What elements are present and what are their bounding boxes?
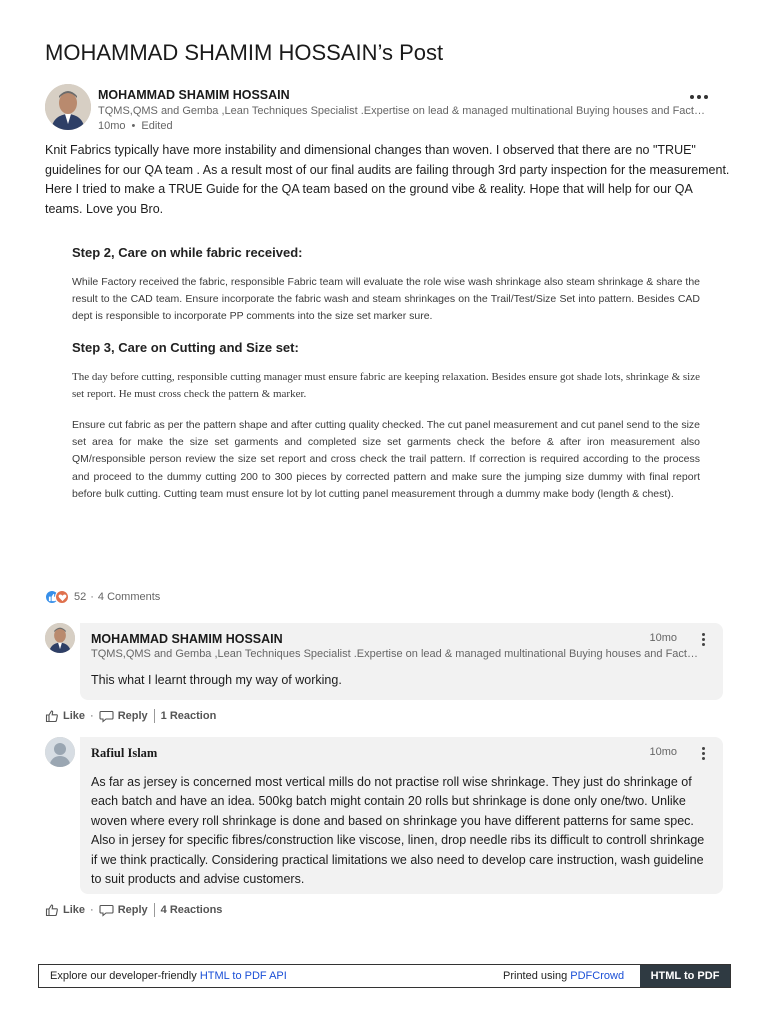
separator-dot: · [90, 591, 94, 603]
reply-button[interactable] [99, 710, 148, 723]
separator-dot: · [90, 710, 94, 722]
post-author-name[interactable]: MOHAMMAD SHAMIM HOSSAIN [98, 88, 290, 102]
post-author-headline: TQMS,QMS and Gemba ,Lean Techniques Specialist .Expertise on lead & managed multinational Buying houses and Fact… [98, 105, 705, 117]
more-options-icon[interactable] [702, 747, 706, 761]
footer-printed-text: Printed using [503, 970, 568, 982]
avatar[interactable] [45, 623, 75, 653]
post-edited: Edited [141, 120, 173, 132]
footer-printed [503, 970, 624, 982]
footer-explore-text: Explore our developer-friendly [50, 970, 197, 982]
separator-dot: · [90, 904, 94, 916]
more-options-icon[interactable] [690, 92, 712, 102]
reply-icon [99, 904, 114, 917]
image-step2-text: While Factory received the fabric, responsible Fabric team will evaluate the role wise wash shrinkage also steam shrinkage & share the result to the CAD team. Ensure incorporate the fabric wash and steam shrinkages on the Trail/Test/Size Set into pattern. Besides CAD dept is responsible to incorporate PP comments into the size set marker sure. [72, 276, 700, 323]
divider [154, 709, 155, 723]
reactions-count[interactable]: 52 [74, 591, 87, 603]
footer-explore [50, 970, 287, 982]
page-title: MOHAMMAD SHAMIM HOSSAIN’s Post [45, 40, 444, 65]
image-step3-text1: The day before cutting, responsible cutting manager must ensure fabric are keeping relaxation. Besides ensure got shade lots, shrinkage & size set report. He must cross check the pattern & marker. [72, 370, 700, 400]
comment-reactions-count[interactable]: 1 Reaction [160, 710, 217, 722]
post-time: 10mo [98, 120, 126, 132]
divider [154, 903, 155, 917]
comment-author-name[interactable]: MOHAMMAD SHAMIM HOSSAIN [91, 632, 283, 646]
html-to-pdf-api-link[interactable]: HTML to PDF API [199, 970, 287, 982]
pdfcrowd-link[interactable]: PDFCrowd [570, 970, 625, 982]
like-label: Like [63, 710, 86, 722]
html-to-pdf-button[interactable]: HTML to PDF [640, 965, 730, 987]
comment-text: This what I learnt through my way of working. [91, 673, 342, 687]
reply-icon [99, 710, 114, 723]
image-step2-heading: Step 2, Care on while fabric received: [72, 245, 303, 260]
comment-actions [45, 708, 216, 724]
pdf-footer [38, 964, 731, 988]
thumbs-up-icon [45, 903, 59, 917]
comment-author-name[interactable]: Rafiul Islam [91, 746, 158, 760]
like-button[interactable] [45, 903, 85, 917]
separator-dot: • [131, 120, 136, 132]
love-reaction-icon [55, 590, 69, 604]
post-meta [98, 120, 173, 132]
post-image[interactable] [72, 245, 700, 577]
thumbs-up-icon [45, 709, 59, 723]
comment-time: 10mo [649, 632, 677, 644]
comment-text: As far as jersey is concerned most vertical mills do not practise roll wise shrinkage. They just do shrinkage of each batch and have an idea. 500kg batch might contain 20 rolls but shrinkage is done only one/two. Unlike woven where every roll shrinkage is done and based on shrinkage you have different patterns for same spec. Also in jersey for specific fibres/construction like viscose, linen, drop needle ribs its difficult to controll shrinkage if we think practically. Considering practical limitations we also need to develop care instruction, wash guideline to suit products and advise customers. [91, 775, 705, 887]
comment-bubble [80, 737, 723, 894]
comment-author-headline: TQMS,QMS and Gemba ,Lean Techniques Specialist .Expertise on lead & managed multinational Buying houses and Fact… [91, 648, 698, 660]
comment [45, 623, 725, 703]
avatar[interactable] [45, 737, 75, 767]
image-step3-heading: Step 3, Care on Cutting and Size set: [72, 339, 299, 355]
more-options-icon[interactable] [702, 633, 706, 647]
reply-label: Reply [117, 710, 148, 722]
reply-label: Reply [117, 904, 148, 916]
comment-reactions-count[interactable]: 4 Reactions [160, 904, 223, 916]
comment-actions [45, 902, 222, 918]
reply-button[interactable] [99, 904, 148, 917]
image-step3-text2: Ensure cut fabric as per the pattern shape and after cutting quality checked. The cut panel measurement and cut panel send to the size set area for make the size set garments and completed size set garments check the before & after iron measurement also QM/responsible person review the size set report and cross check the trail pattern. If correction is required according to the process and proceed to the dummy cutting 200 to 300 pieces by corrected pattern and make sure the jumping size dummy with final report before bulk cutting. Cutting team must ensure lot by lot cutting panel measurement through a dummy make body (length & chest). [72, 419, 700, 500]
post-body: Knit Fabrics typically have more instability and dimensional changes than woven. I observed that there are no "TRUE" guidelines for our QA team . As a result most of our final audits are failing through 3rd party inspection for the measurement. Here I tried to make a TRUE Guide for the QA team based on the ground vibe & reality. Hope that will help for our QA teams. Love you Bro. [45, 143, 730, 216]
like-label: Like [63, 904, 86, 916]
like-button[interactable] [45, 709, 85, 723]
reactions-bar[interactable] [45, 589, 160, 605]
comment [45, 737, 725, 897]
comments-count[interactable]: 4 Comments [97, 591, 161, 603]
avatar[interactable] [45, 84, 91, 130]
post-header [45, 84, 725, 134]
comment-bubble [80, 623, 723, 700]
comment-time: 10mo [649, 746, 677, 758]
